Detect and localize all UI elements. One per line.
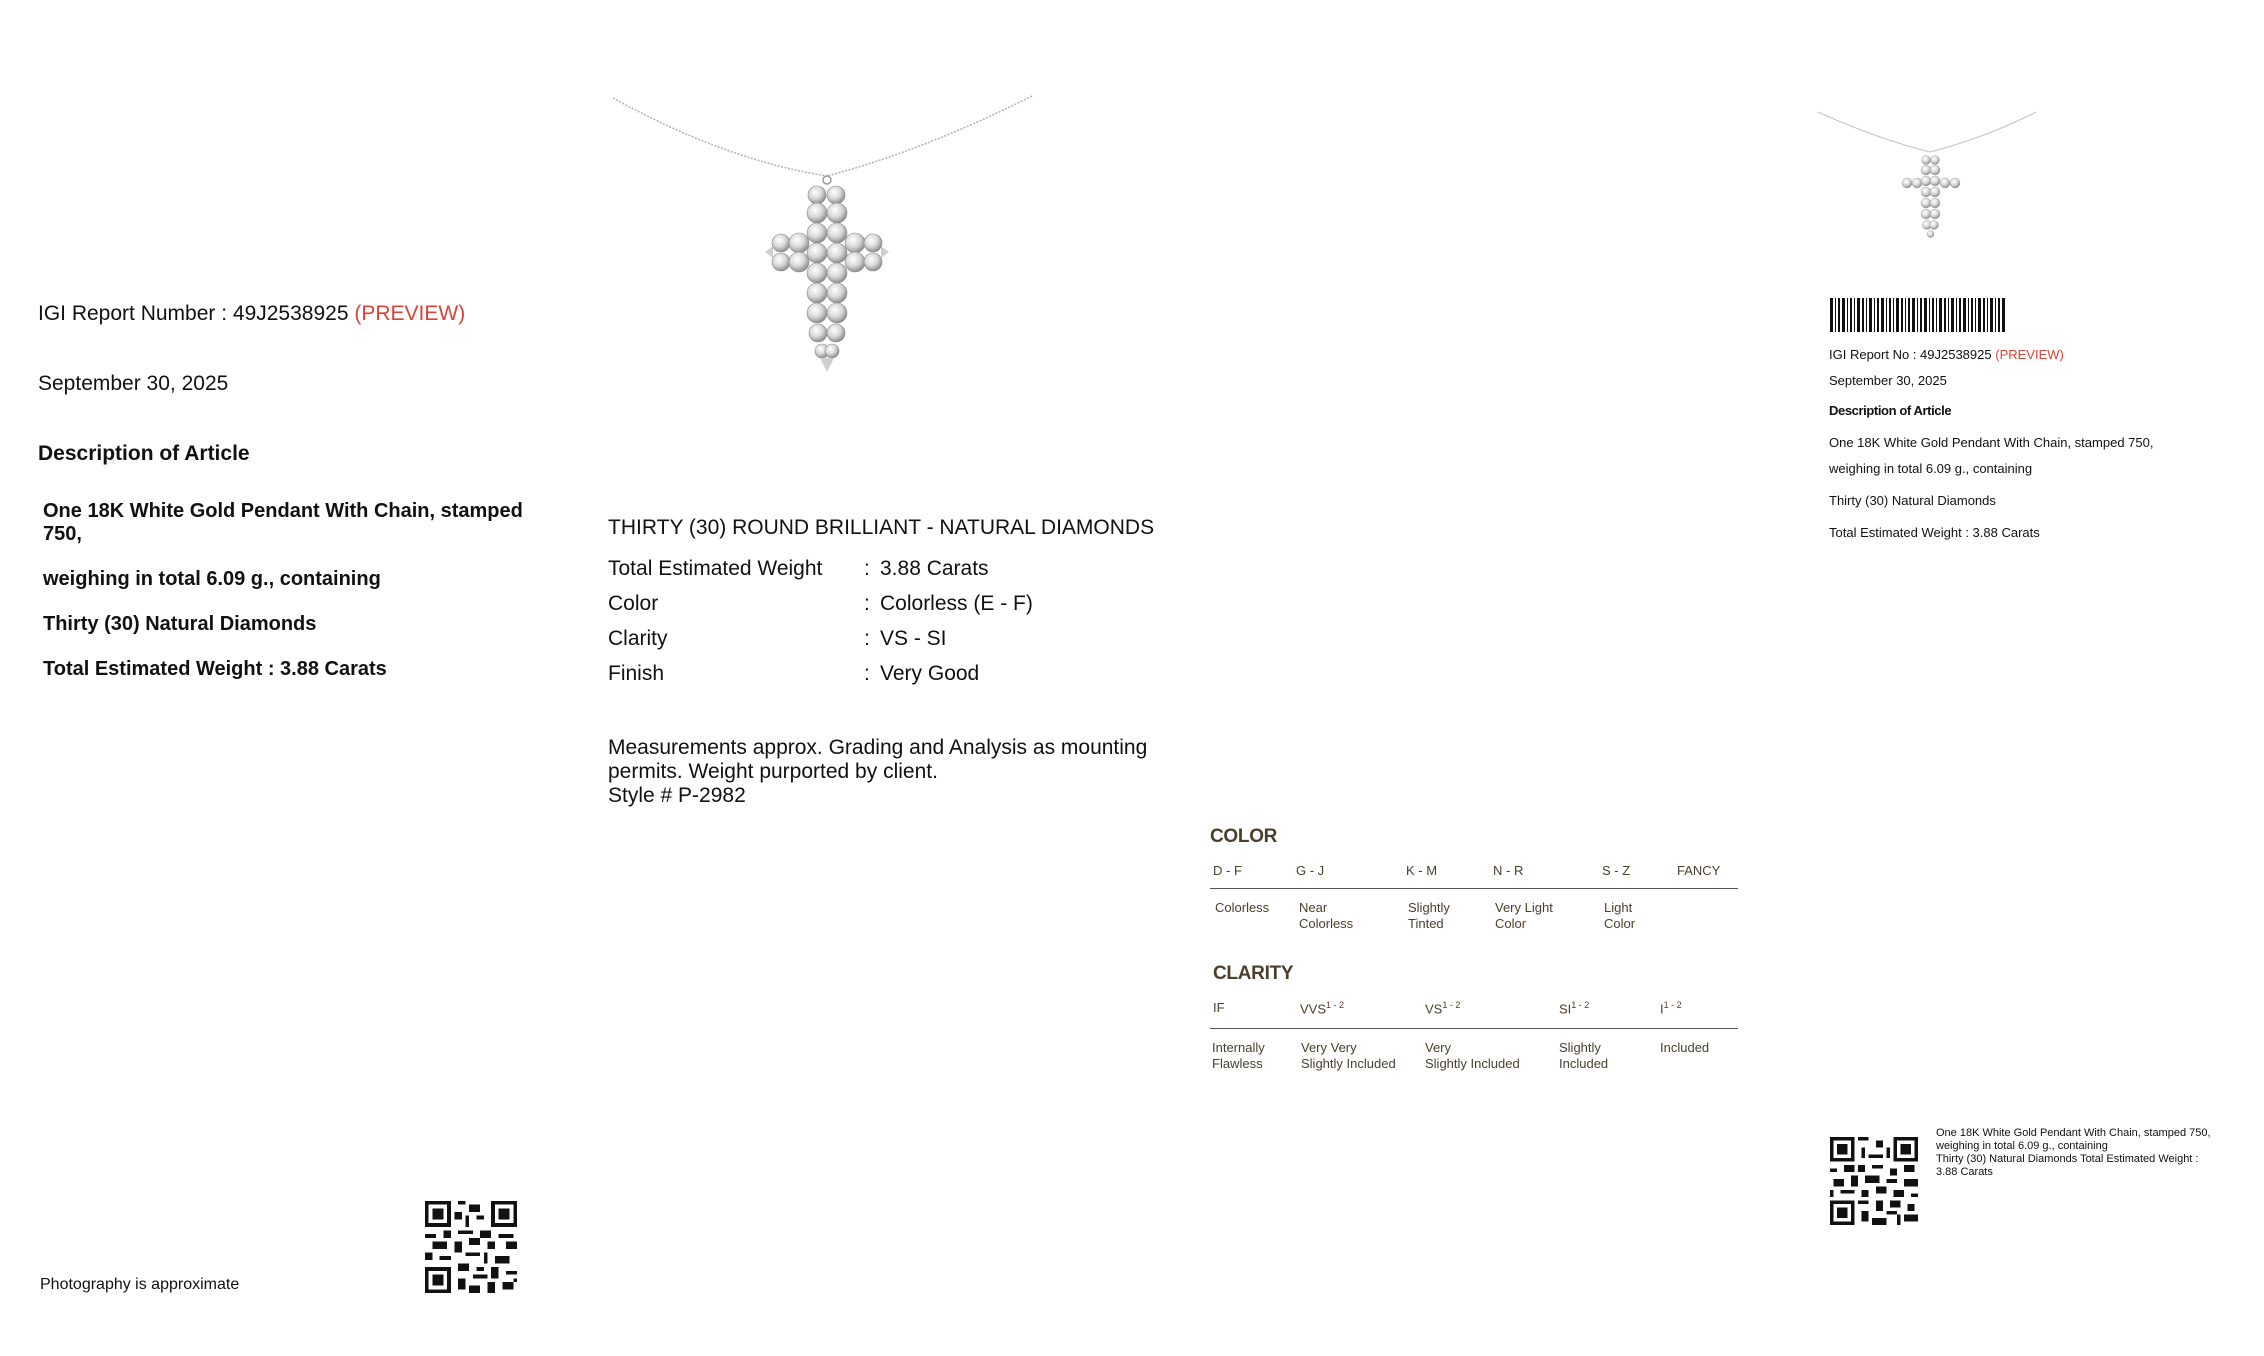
detail-row <box>608 656 1208 691</box>
grade-base: VVS <box>1300 1001 1327 1017</box>
pendant-image <box>605 90 1040 390</box>
clarity-grade <box>1660 1000 1682 1016</box>
desc-line: Color <box>1495 916 1527 931</box>
footer-line: 3.88 Carats <box>1936 1166 1993 1178</box>
summary-description-heading: Description of Article <box>1829 403 1952 418</box>
preview-badge: (PREVIEW) <box>354 302 466 325</box>
note-line: permits. Weight purported by client. <box>608 760 938 783</box>
grade-sup: 1 - 2 <box>1326 1000 1345 1010</box>
description-heading: Description of Article <box>38 442 250 465</box>
color-scale-rule <box>1210 888 1738 889</box>
desc-line: Light <box>1604 900 1633 915</box>
clarity-grade <box>1213 1000 1225 1015</box>
report-date: September 30, 2025 <box>38 372 229 395</box>
diamond-heading: THIRTY (30) ROUND BRILLIANT - NATURAL DIAMONDS <box>608 516 1155 539</box>
clarity-grade <box>1425 1000 1460 1016</box>
detail-label: Color <box>608 591 659 615</box>
clarity-scale-rule <box>1210 1028 1738 1029</box>
color-grade: FANCY <box>1677 863 1721 878</box>
desc-line: Very <box>1425 1040 1452 1055</box>
desc-line: Slightly <box>1559 1040 1601 1055</box>
clarity-desc <box>1425 1040 1520 1072</box>
desc-line: Slightly <box>1408 900 1450 915</box>
summary-line: Thirty (30) Natural Diamonds <box>1829 493 1996 508</box>
summary-footer <box>1936 1127 2236 1179</box>
summary-line: One 18K White Gold Pendant With Chain, stamped 750, <box>1829 435 2154 450</box>
detail-label: Clarity <box>608 626 668 650</box>
color-grade: N - R <box>1493 863 1524 878</box>
summary-report-no <box>1829 347 2064 362</box>
desc-line: Very Light <box>1495 900 1553 915</box>
footer-line: Thirty (30) Natural Diamonds Total Estimated Weight : <box>1936 1153 2199 1165</box>
summary-date: September 30, 2025 <box>1829 373 1947 388</box>
desc-line: Colorless <box>1215 900 1270 915</box>
clarity-desc <box>1559 1040 1608 1072</box>
report-number-label: IGI Report Number : 49J2538925 <box>38 302 349 325</box>
style-number: Style # P-2982 <box>608 784 746 807</box>
color-desc <box>1299 900 1353 932</box>
measurement-notes <box>608 736 1188 808</box>
barcode-icon <box>1830 298 2005 332</box>
footer-line: One 18K White Gold Pendant With Chain, stamped 750, <box>1936 1127 2211 1139</box>
detail-label: Finish <box>608 661 665 685</box>
detail-row <box>608 621 1208 656</box>
color-grade: G - J <box>1296 863 1325 878</box>
clarity-scale-title: CLARITY <box>1213 963 1294 984</box>
detail-colon: : <box>864 591 870 615</box>
clarity-grade <box>1300 1000 1344 1016</box>
desc-line: Tinted <box>1408 916 1444 931</box>
qr-code-icon[interactable] <box>425 1201 517 1293</box>
qr-code-icon[interactable] <box>1830 1137 1918 1225</box>
clarity-desc <box>1301 1040 1396 1072</box>
grade-base: IF <box>1213 1000 1225 1015</box>
detail-row <box>608 551 1208 586</box>
desc-line: Very Very <box>1301 1040 1357 1055</box>
detail-value: VS - SI <box>880 626 947 650</box>
grade-base: SI <box>1559 1001 1572 1017</box>
color-scale-title: COLOR <box>1210 826 1278 847</box>
desc-line: Slightly Included <box>1425 1056 1520 1071</box>
detail-value: 3.88 Carats <box>880 556 989 580</box>
summary-line: Total Estimated Weight : 3.88 Carats <box>1829 525 2040 540</box>
grade-sup: 1 - 2 <box>1571 1000 1590 1010</box>
grade-sup: 1 - 2 <box>1663 1000 1682 1010</box>
report-number <box>38 302 465 326</box>
footer-line: weighing in total 6.09 g., containing <box>1936 1140 2108 1152</box>
desc-line: Included <box>1559 1056 1609 1071</box>
desc-line: Included <box>1660 1040 1710 1055</box>
detail-colon: : <box>864 556 870 580</box>
description-line: Total Estimated Weight : 3.88 Carats <box>43 658 387 680</box>
detail-row <box>608 586 1208 621</box>
clarity-desc <box>1660 1040 1709 1056</box>
color-desc <box>1604 900 1635 932</box>
detail-colon: : <box>864 626 870 650</box>
description-text <box>43 500 533 703</box>
detail-value: Colorless (E - F) <box>880 591 1033 615</box>
desc-line: Slightly Included <box>1301 1056 1396 1071</box>
clarity-grade <box>1559 1000 1589 1016</box>
summary-report-label: IGI Report No : 49J2538925 <box>1829 347 1992 362</box>
photography-note: Photography is approximate <box>40 1276 240 1293</box>
desc-line: Internally <box>1212 1040 1265 1055</box>
description-line: weighing in total 6.09 g., containing <box>43 568 381 590</box>
detail-value: Very Good <box>880 661 980 685</box>
note-line: Measurements approx. Grading and Analysis as mounting <box>608 736 1148 759</box>
desc-line: Colorless <box>1299 916 1354 931</box>
description-line: Thirty (30) Natural Diamonds <box>43 613 317 635</box>
color-desc <box>1408 900 1450 932</box>
color-grade: K - M <box>1406 863 1438 878</box>
desc-line: Color <box>1604 916 1636 931</box>
pendant-thumbnail <box>1815 108 2045 268</box>
summary-line: weighing in total 6.09 g., containing <box>1829 461 2033 476</box>
clarity-desc <box>1212 1040 1265 1072</box>
color-desc <box>1215 900 1269 916</box>
grade-sup: 1 - 2 <box>1442 1000 1461 1010</box>
grade-base: I <box>1660 1001 1664 1017</box>
desc-line: Flawless <box>1212 1056 1263 1071</box>
color-grade: S - Z <box>1602 863 1631 878</box>
color-grade: D - F <box>1213 863 1242 878</box>
color-desc <box>1495 900 1553 932</box>
diamond-details <box>608 516 1208 691</box>
desc-line: Near <box>1299 900 1328 915</box>
summary-preview-badge: (PREVIEW) <box>1995 347 2064 362</box>
grade-base: VS <box>1425 1001 1443 1017</box>
detail-colon: : <box>864 661 870 685</box>
detail-label: Total Estimated Weight <box>608 556 823 580</box>
description-line: One 18K White Gold Pendant With Chain, stamped 750, <box>43 500 523 545</box>
